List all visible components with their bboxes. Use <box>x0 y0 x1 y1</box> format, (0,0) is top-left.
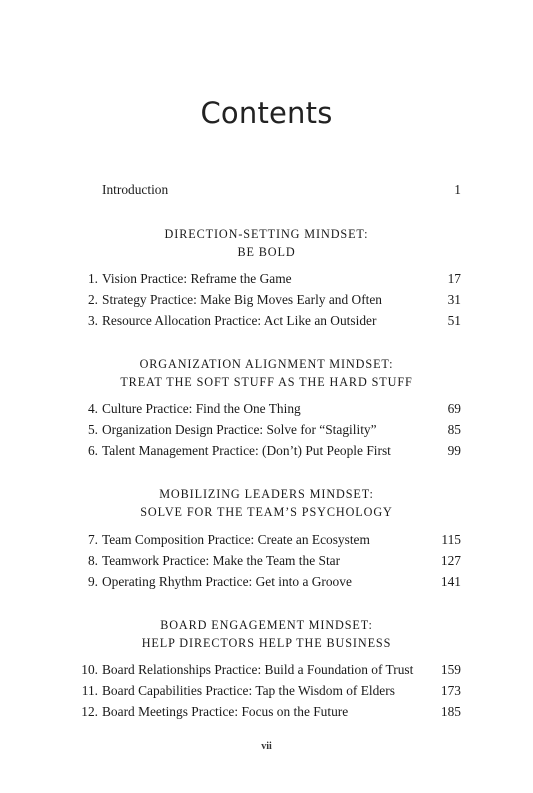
section-heading-line: ORGANIZATION ALIGNMENT MINDSET: <box>139 357 394 371</box>
toc-entry <box>0 531 533 549</box>
toc-entry <box>0 661 533 679</box>
toc-entry-label: Vision Practice: Reframe the Game <box>102 271 292 286</box>
toc-entry <box>0 421 533 439</box>
toc-entry-page: 99 <box>447 443 461 458</box>
toc-entry-label: Introduction <box>102 182 169 197</box>
toc-entry-introduction <box>0 181 533 199</box>
section-heading-line: TREAT THE SOFT STUFF AS THE HARD STUFF <box>120 375 413 389</box>
toc-entry-page: 159 <box>440 662 461 677</box>
section-heading-line: BOARD ENGAGEMENT MINDSET: <box>160 618 373 632</box>
toc-entry-label: Board Capabilities Practice: Tap the Wisdom of Elders <box>102 683 395 698</box>
toc-entry-label: Organization Design Practice: Solve for “Stagility” <box>102 422 377 437</box>
toc-entry-page: 141 <box>440 574 461 589</box>
toc-entry-number: 12. <box>81 704 98 719</box>
section-heading-line: HELP DIRECTORS HELP THE BUSINESS <box>141 636 392 650</box>
section-heading-organization-alignment <box>0 355 533 391</box>
toc-entry-number: 8. <box>87 553 98 568</box>
toc-entry-page: 127 <box>440 553 461 568</box>
toc-entry-page: 17 <box>447 271 461 286</box>
toc-entry-number: 9. <box>87 574 98 589</box>
page-title: Contents <box>200 96 333 130</box>
toc-entry-number: 4. <box>87 401 98 416</box>
toc-entry-label: Board Relationships Practice: Build a Foundation of Trust <box>102 662 414 677</box>
toc-entry-number: 3. <box>87 313 98 328</box>
toc-entry-page: 51 <box>447 313 461 328</box>
toc-entry-page: 31 <box>447 292 461 307</box>
toc-entry <box>0 682 533 700</box>
toc-entry-page: 85 <box>447 422 461 437</box>
section-heading-direction-setting <box>0 225 533 261</box>
toc-entry-number: 2. <box>87 292 98 307</box>
section-heading-mobilizing-leaders <box>0 485 533 521</box>
toc-entry-page: 185 <box>440 704 461 719</box>
section-heading-line: MOBILIZING LEADERS MINDSET: <box>159 487 374 501</box>
toc-entry-label: Culture Practice: Find the One Thing <box>102 401 301 416</box>
toc-entry <box>0 552 533 570</box>
section-heading-line: DIRECTION-SETTING MINDSET: <box>164 227 369 241</box>
section-heading-line: SOLVE FOR THE TEAM’S PSYCHOLOGY <box>140 505 393 519</box>
toc-entry-number: 10. <box>81 662 98 677</box>
toc-entry-label: Team Composition Practice: Create an Ecosystem <box>102 532 370 547</box>
toc-entry <box>0 291 533 309</box>
toc-entry <box>0 703 533 721</box>
toc-entry <box>0 442 533 460</box>
toc-entry-page: 115 <box>441 532 461 547</box>
toc-entry <box>0 400 533 418</box>
toc-entry-page: 69 <box>447 401 461 416</box>
toc-entry-number: 1. <box>87 271 98 286</box>
page-folio: vii <box>261 741 272 752</box>
toc-entry-label: Strategy Practice: Make Big Moves Early and Often <box>102 292 383 307</box>
toc-entry-number: 11. <box>81 683 98 698</box>
toc-entry-label: Board Meetings Practice: Focus on the Future <box>102 704 349 719</box>
toc-entry-label: Teamwork Practice: Make the Team the Star <box>102 553 341 568</box>
section-heading-line: BE BOLD <box>237 245 296 259</box>
toc-entry-number: 7. <box>87 532 98 547</box>
toc-entry-label: Talent Management Practice: (Don’t) Put People First <box>102 443 391 458</box>
toc-entry-number: 5. <box>87 422 98 437</box>
toc-entry <box>0 573 533 591</box>
toc-entry-label: Operating Rhythm Practice: Get into a Groove <box>102 574 352 589</box>
toc-entry-number: 6. <box>87 443 98 458</box>
toc-entry-label: Resource Allocation Practice: Act Like an Outsider <box>102 313 377 328</box>
toc-entry <box>0 312 533 330</box>
section-heading-board-engagement <box>0 616 533 652</box>
toc-entry <box>0 270 533 288</box>
toc-entry-page: 173 <box>440 683 461 698</box>
toc-entry-page: 1 <box>454 182 461 197</box>
